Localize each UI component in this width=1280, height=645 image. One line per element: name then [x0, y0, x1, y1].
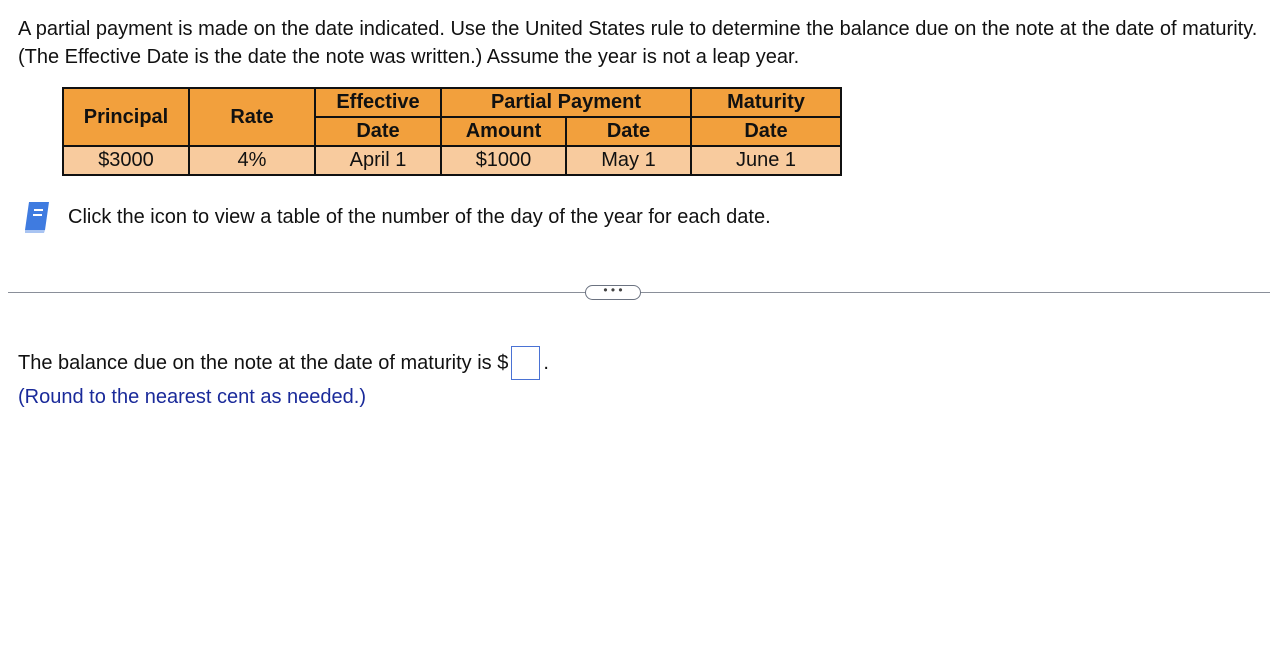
cell-payment-date: May 1 — [566, 146, 691, 175]
book-icon[interactable] — [22, 200, 52, 234]
info-text: Click the icon to view a table of the number of the day of the year for each date. — [68, 205, 771, 228]
cell-effective-date: April 1 — [315, 146, 441, 175]
header-rate: Rate — [189, 88, 315, 146]
cell-principal: $3000 — [63, 146, 189, 175]
header-maturity-date: Date — [691, 117, 841, 146]
note-table — [62, 87, 842, 176]
header-effective: Effective — [315, 88, 441, 117]
expand-more-button[interactable]: • • • — [585, 285, 641, 300]
answer-prefix: The balance due on the note at the date of maturity is $ — [18, 351, 509, 374]
header-effective-date: Date — [315, 117, 441, 146]
cell-maturity-date: June 1 — [691, 146, 841, 175]
info-row — [22, 200, 771, 234]
header-principal: Principal — [63, 88, 189, 146]
header-partial-payment: Partial Payment — [441, 88, 691, 117]
answer-input[interactable] — [511, 346, 540, 380]
header-amount: Amount — [441, 117, 566, 146]
rounding-hint: (Round to the nearest cent as needed.) — [18, 386, 367, 408]
header-maturity: Maturity — [691, 88, 841, 117]
cell-amount: $1000 — [441, 146, 566, 175]
answer-suffix: . — [543, 351, 549, 374]
header-payment-date: Date — [566, 117, 691, 146]
cell-rate: 4% — [189, 146, 315, 175]
question-text: A partial payment is made on the date indicated. Use the United States rule to determine the balance due on the note at the date of maturity. (The Effective Date is the date the note was written.) Assume the year is not a leap year. — [18, 18, 1258, 68]
answer-row — [18, 346, 549, 380]
